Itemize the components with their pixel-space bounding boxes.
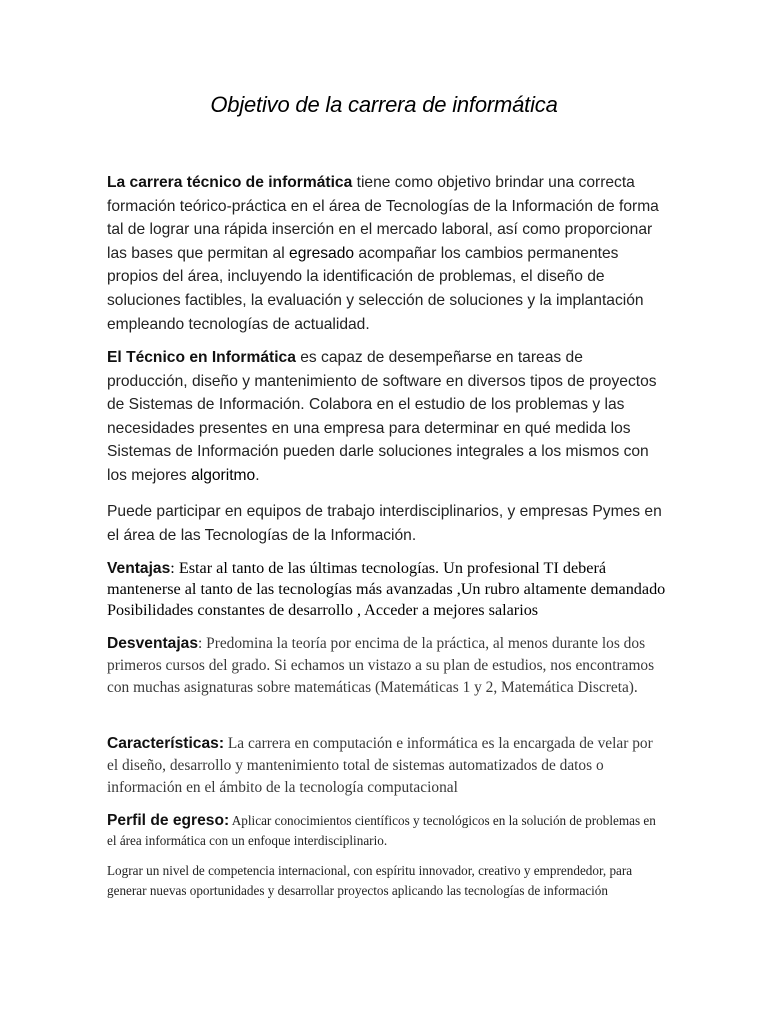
paragraph-text: . <box>255 466 260 484</box>
section-label: Desventajas <box>107 635 199 652</box>
section-label: Características: <box>107 735 225 752</box>
section-text: La carrera en computación e informática es la encargada de velar por el diseño, desarrollo y mantenimiento total de sistemas automatizados de datos o información en el ámbito de la tecnología computacional <box>107 735 653 796</box>
section-desventajas <box>107 633 667 699</box>
section-label: Ventajas <box>107 560 171 577</box>
paragraph-text: Lograr un nivel de competencia internacional, con espíritu innovador, creativo y emprendedor, para generar nuevas oportunidades y desarrollar proyectos aplicando las tecnologías de información <box>107 863 633 898</box>
paragraph-text: tiene como objetivo brindar una correcta formación teórico-práctica en el área de Tecnologías de la Información de forma tal de lograr una rápida inserción en el mercado laboral, así como proporcionar las bases que permitan al <box>107 174 659 262</box>
section-label: Perfil de egreso: <box>107 812 230 829</box>
paragraph-objetivo <box>107 171 667 336</box>
paragraph-pymes <box>107 500 667 547</box>
paragraph-tecnico <box>107 346 667 488</box>
section-ventajas <box>107 558 667 621</box>
page-title: Objetivo de la carrera de informática <box>210 92 558 117</box>
section-text: : Estar al tanto de las últimas tecnologías. Un profesional TI deberá mantenerse al tanto de las tecnologías más avanzadas ,Un rubro altamente demandado Posibilidades constantes de desarrollo , Acceder a mejores salarios <box>107 559 666 619</box>
paragraph-lead: La carrera técnico de informática <box>107 174 353 191</box>
paragraph-text: Puede participar en equipos de trabajo interdisciplinarios, y empresas Pymes en el área de las Tecnologías de la Información. <box>107 503 662 544</box>
term-algoritmo: algoritmo <box>191 466 256 484</box>
section-perfil-egreso <box>107 811 667 851</box>
section-text: Aplicar conocimientos científicos y tecnológicos en la solución de problemas en el área informática con un enfoque interdisciplinario. <box>107 813 656 848</box>
paragraph-text: es capaz de desempeñarse en tareas de producción, diseño y mantenimiento de software en diversos tipos de proyectos de Sistemas de Información. Colabora en el estudio de los problemas y las necesidades presentes en una empresa para determinar en qué medida los Sistemas de Información pueden darle soluciones integrales a los mismos con los mejores <box>107 349 657 484</box>
paragraph-text: acompañar los cambios permanentes propios del área, incluyendo la identificación de problemas, el diseño de soluciones factibles, la evaluación y selección de soluciones y la implantación empleando tecnologías de actualidad. <box>107 244 644 333</box>
section-caracteristicas <box>107 733 667 799</box>
paragraph-lograr <box>107 861 667 900</box>
term-egresado: egresado <box>289 244 355 262</box>
section-text: : Predomina la teoría por encima de la práctica, al menos durante los dos primeros cursos del grado. Si echamos un vistazo a su plan de estudios, nos encontramos con muchas asignaturas sobre matemáticas (Matemáticas 1 y 2, Matemática Discreta). <box>107 635 655 696</box>
paragraph-lead: El Técnico en Informática <box>107 349 296 366</box>
